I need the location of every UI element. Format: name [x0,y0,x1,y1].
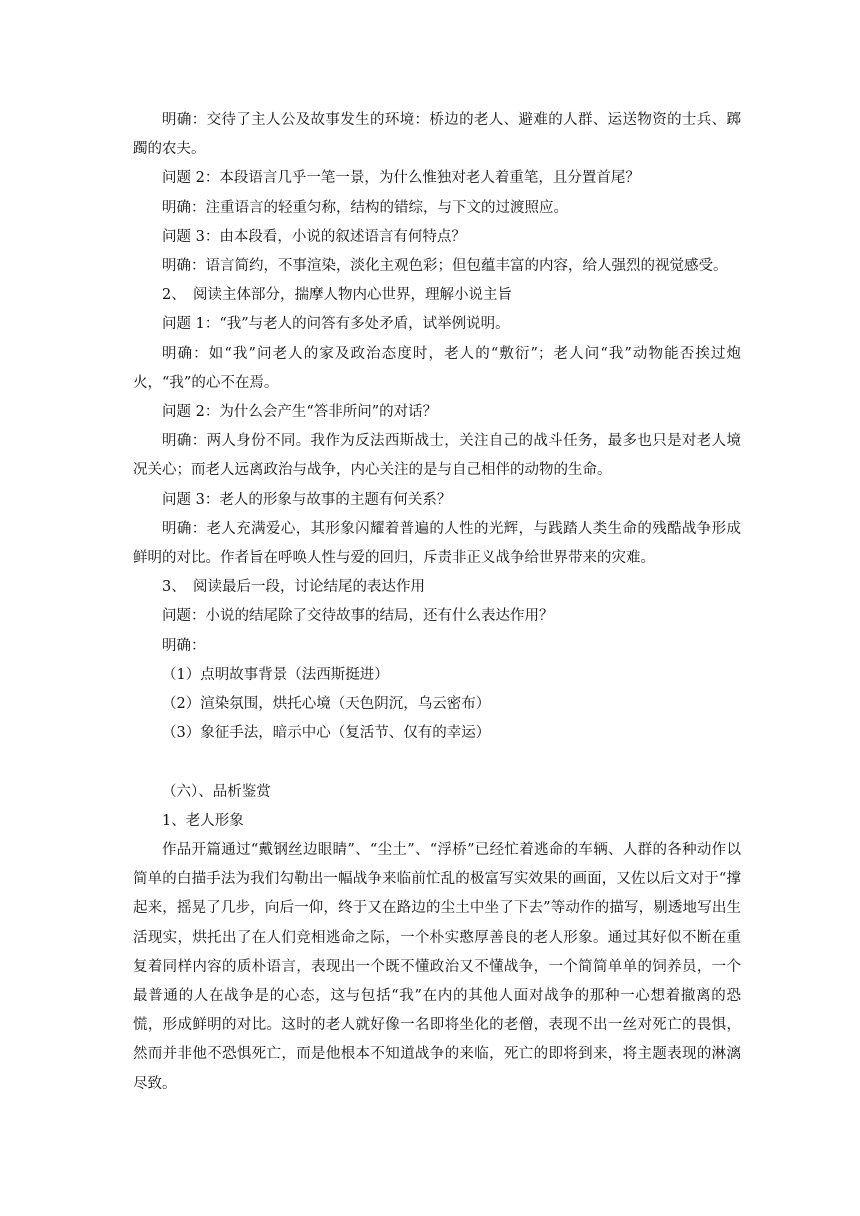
step-2-question-2: 问题 2：为什么会产生“答非所问”的对话？ [162,404,438,421]
step-2-question-1: 问题 1：“我”与老人的问答有多处矛盾，试举例说明。 [162,316,510,333]
step-3-question: 问题：小说的结尾除了交待故事的结局，还有什么表达作用？ [162,608,554,625]
step-2-heading: 2、 阅读主体部分，揣摩人物内心世界，理解小说主旨 [162,287,512,304]
step-3-heading: 3、 阅读最后一段，讨论结尾的表达作用 [162,579,425,596]
subheading: 1、老人形象 [162,812,244,829]
step-2-answer-1: 明确：如“我”问老人的家及政治态度时，老人的“敷衍”；老人问“我”动物能否挨过炮火，“我”的心不在焉。 [133,345,741,391]
section-heading: （六）、品析鉴赏 [162,783,271,800]
step-3-answer-label: 明确： [162,637,206,654]
list-item-3: （3）象征手法，暗示中心（复活节、仅有的幸运） [162,725,491,742]
question-2: 问题 2：本段语言几乎一笔一景，为什么惟独对老人着重笔，且分置首尾？ [162,170,640,187]
list-item-1: （1）点明故事背景（法西斯挺进） [162,666,389,683]
answer-3: 明确：语言简约，不事渲染，淡化主观色彩；但包蕴丰富的内容，给人强烈的视觉感受。 [162,258,728,275]
step-2-answer-3: 明确：老人充满爱心，其形象闪耀着普遍的人性的光辉，与践踏人类生命的残酷战争形成鲜明的对比。作者旨在呼唤人性与爱的回归，斥责非正义战争给世界带来的灾难。 [133,520,741,567]
step-2-question-3: 问题 3：老人的形象与故事的主题有何关系？ [162,491,452,508]
answer-environment: 明确：交待了主人公及故事发生的环境：桥边的老人、避难的人群、运送物资的士兵、踯躅的农夫。 [133,112,741,158]
document-body [133,106,741,1099]
question-3: 问题 3：由本段看，小说的叙述语言有何特点？ [162,228,466,245]
step-2-answer-2: 明确：两人身份不同。我作为反法西斯战士，关注自己的战斗任务，最多也只是对老人境况关心；而老人远离政治与战争，内心关注的是与自己相伴的动物的生命。 [133,433,741,479]
list-item-2: （2）渲染氛围，烘托心境（天色阴沉，乌云密布） [162,696,491,713]
blank-line [133,748,741,777]
answer-2: 明确：注重语言的轻重匀称，结构的错综，与下文的过渡照应。 [162,199,568,216]
analysis-paragraph: 作品开篇通过“戴钢丝边眼睛”、“尘土”、“浮桥”已经忙着逃命的车辆、人群的各种动作以简单的白描手法为我们勾勒出一幅战争来临前忙乱的极富写实效果的画面，又佐以后文对于“撑起来，摇晃了几步，向后一仰，终于又在路边的尘土中坐了下去”等动作的描写，剔透地写出生活现实，烘托出了在人们竞相逃命之际，一个朴实憨厚善良的老人形象。通过其好似不断在重复着同样内容的质朴语言，表现出一个既不懂政治又不懂战争，一个简简单单的饲养员，一个最普通的人在战争是的心态，这与包括“我”在内的其他人面对战争的那种一心想着撤离的恐慌，形成鲜明的对比。这时的老人就好像一名即将坐化的老僧，表现不出一丝对死亡的畏惧，然而并非他不恐惧死亡，而是他根本不知道战争的来临，死亡的即将到来，将主题表现的淋漓尽致。 [133,842,741,1092]
